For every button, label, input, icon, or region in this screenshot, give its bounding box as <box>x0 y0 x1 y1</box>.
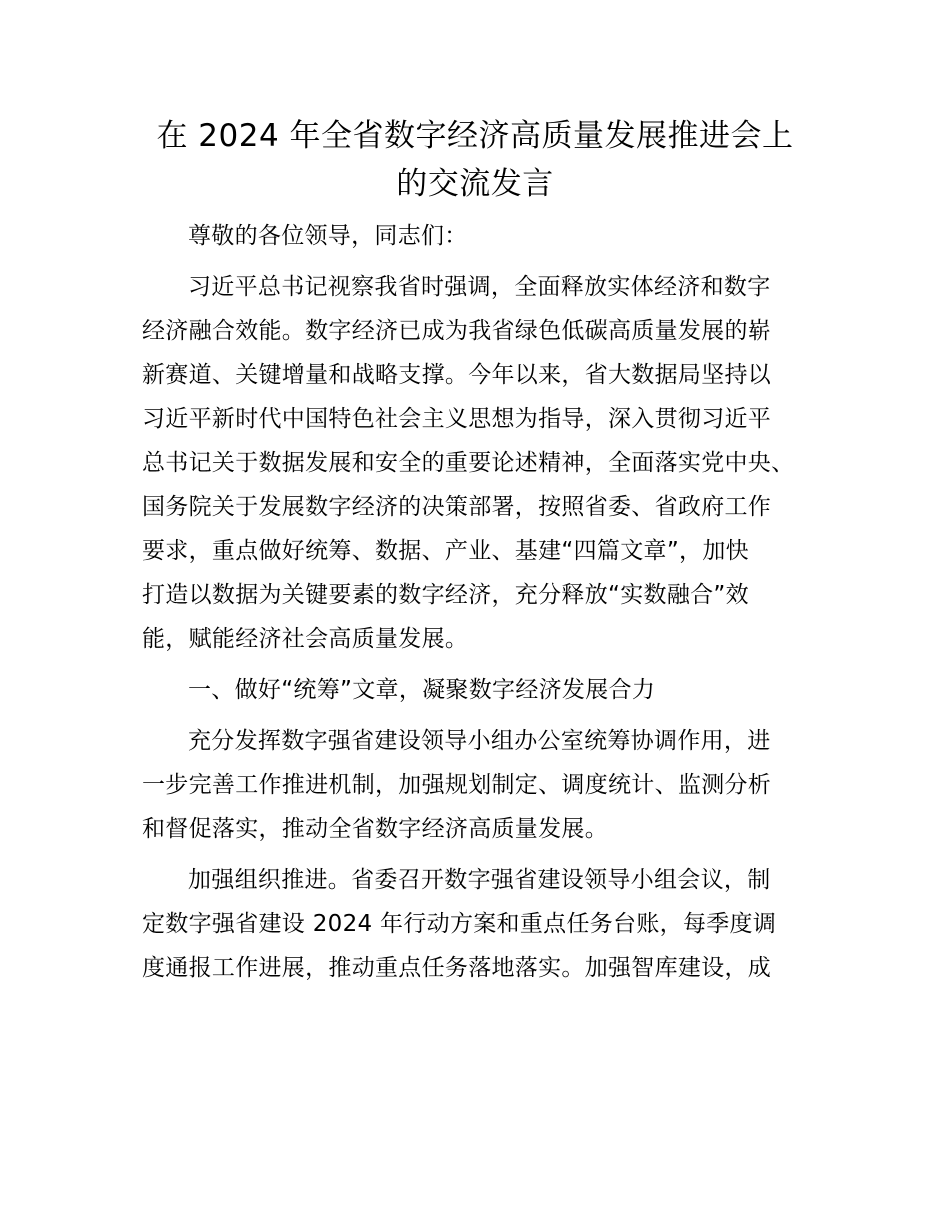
section-paragraph <box>142 719 814 851</box>
document-title <box>100 112 850 208</box>
text-line: 充分发挥数字强省建设领导小组办公室统筹协调作用，进 <box>188 728 771 754</box>
text-line: 习近平新时代中国特色社会主义思想为指导，深入贯彻习近平 <box>142 406 772 432</box>
text-line: 打造以数据为关键要素的数字经济，充分释放“实数融合”效 <box>142 582 749 608</box>
text-line: 要求，重点做好统筹、数据、产业、基建“四篇文章”，加快 <box>142 538 749 564</box>
salutation-paragraph <box>142 214 814 258</box>
text-line: 国务院关于发展数字经济的决策部署，按照省委、省政府工作 <box>142 494 772 520</box>
title-line-1: 在 2024 年全省数字经济高质量发展推进会上 <box>156 118 794 154</box>
intro-paragraph <box>142 265 814 661</box>
document-body <box>142 214 814 997</box>
text-line: 习近平总书记视察我省时强调，全面释放实体经济和数字 <box>188 274 771 300</box>
section-heading <box>142 668 814 712</box>
text-line: 能，赋能经济社会高质量发展。 <box>142 626 469 652</box>
text-line: 加强组织推进。省委召开数字强省建设领导小组会议，制 <box>188 867 771 893</box>
title-line-2: 的交流发言 <box>396 166 554 202</box>
text-line: 一步完善工作推进机制，加强规划制定、调度统计、监测分析 <box>142 772 772 798</box>
text-line: 经济融合效能。数字经济已成为我省绿色低碳高质量发展的崭 <box>142 318 772 344</box>
section-paragraph <box>142 858 814 990</box>
text-line: 度通报工作进展，推动重点任务落地落实。加强智库建设，成 <box>142 955 772 981</box>
text-line: 尊敬的各位领导，同志们： <box>188 223 468 249</box>
text-line: 定数字强省建设 2024 年行动方案和重点任务台账，每季度调 <box>142 911 777 937</box>
text-line: 总书记关于数据发展和安全的重要论述精神，全面落实党中央、 <box>142 450 795 476</box>
text-line: 和督促落实，推动全省数字经济高质量发展。 <box>142 816 608 842</box>
text-line: 新赛道、关键增量和战略支撑。今年以来，省大数据局坚持以 <box>142 362 772 388</box>
text-line: 一、做好“统筹”文章，凝聚数字经济发展合力 <box>188 677 656 703</box>
